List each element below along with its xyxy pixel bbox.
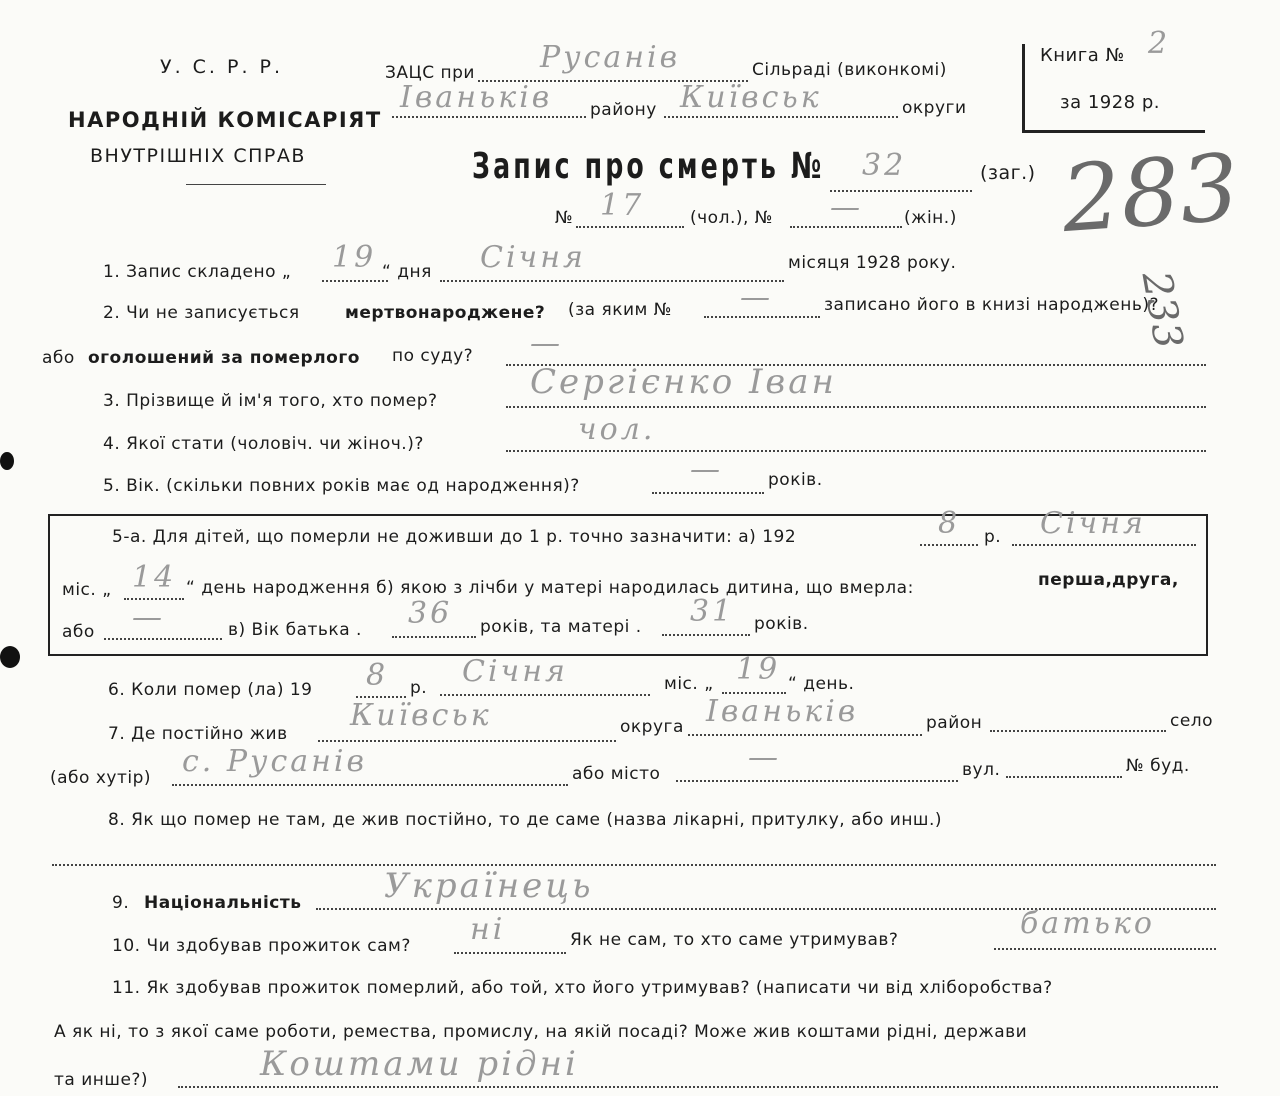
q5-suffix: років. bbox=[768, 470, 823, 490]
q8-line bbox=[52, 864, 1216, 866]
q7-rayon-label: район bbox=[926, 713, 983, 733]
q2-number-handwritten: — bbox=[740, 280, 773, 315]
q11-value-handwritten: Коштами рідні bbox=[260, 1044, 579, 1084]
q11-line bbox=[178, 1086, 1218, 1088]
okrug-line bbox=[664, 116, 898, 118]
ink-blot bbox=[0, 452, 14, 470]
q7-okrug-line bbox=[318, 740, 616, 742]
okrug-label: округи bbox=[902, 98, 967, 118]
q6-label: 6. Коли помер (ла) 19 bbox=[108, 680, 313, 700]
q5a-line3a: або bbox=[62, 622, 95, 642]
q5a-line3c: років, та матері . bbox=[480, 617, 642, 637]
male-number-prefix: № bbox=[555, 208, 574, 228]
q7-rayon-handwritten: Іваньків bbox=[706, 694, 859, 729]
book-label: Книга № bbox=[1040, 45, 1125, 66]
q7-okrug-label: округа bbox=[620, 717, 684, 737]
q5a-line2b: “ день народження б) якою з лічби у матері народилась дитина, що вмерла: bbox=[186, 578, 914, 598]
q7-bud-label: № буд. bbox=[1126, 756, 1190, 776]
q9-value-handwritten: Українець bbox=[384, 866, 594, 906]
okrug-handwritten: Київськ bbox=[680, 80, 822, 115]
q3-value-handwritten: Сергієнко Іван bbox=[530, 362, 837, 402]
female-number-line bbox=[790, 226, 902, 228]
q1-label: 1. Запис складено „ bbox=[103, 262, 292, 282]
commissariat-subtitle: ВНУТРІШНІХ СПРАВ bbox=[90, 145, 306, 167]
q5a-mother-handwritten: 31 bbox=[690, 594, 735, 629]
q10-who-line bbox=[994, 948, 1216, 950]
q2-suffix: записано його в книзі народжень)? bbox=[824, 295, 1160, 315]
republic-label: У. С. Р. Р. bbox=[160, 56, 284, 78]
q11-line3: та инше?) bbox=[54, 1070, 149, 1090]
q6-month-line bbox=[440, 694, 650, 696]
q5a-day-handwritten: 14 bbox=[132, 560, 177, 595]
village-handwritten: Русанів bbox=[540, 40, 681, 75]
q5a-line2a: міс. „ bbox=[62, 580, 112, 600]
q5a-month-handwritten: Січня bbox=[1040, 506, 1146, 541]
q5a-month-line bbox=[1012, 544, 1196, 546]
q7-okrug-handwritten: Київськ bbox=[350, 698, 492, 733]
q10-who-handwritten: батько bbox=[1020, 906, 1155, 941]
record-number-handwritten: 32 bbox=[862, 148, 907, 183]
q6-year-handwritten: 8 bbox=[366, 658, 389, 693]
q7-misto-line bbox=[676, 780, 958, 782]
q5a-year-handwritten: 8 bbox=[938, 506, 961, 541]
margin-number2-handwritten: 233 bbox=[1132, 268, 1192, 353]
q7-vul-line bbox=[1006, 776, 1122, 778]
q6-day-handwritten: 19 bbox=[736, 652, 781, 687]
district-handwritten: Іваньків bbox=[400, 80, 553, 115]
q9-label: 9. bbox=[112, 893, 130, 913]
divider bbox=[186, 184, 326, 185]
q6-mis: міс. „ bbox=[664, 674, 714, 694]
q7-selo-line bbox=[990, 730, 1166, 732]
q2-line2-prefix: або bbox=[42, 348, 75, 368]
q3-line bbox=[506, 406, 1206, 408]
village-suffix: Сільраді (виконкомі) bbox=[752, 60, 947, 80]
q7-vul-label: вул. bbox=[962, 760, 1001, 780]
q7-misto-label: або місто bbox=[572, 764, 661, 784]
q1-day-line bbox=[322, 280, 388, 282]
q2-line2-handwritten: — bbox=[530, 326, 563, 361]
district-label: району bbox=[590, 100, 657, 120]
zags-prefix: ЗАЦС при bbox=[385, 63, 475, 83]
q5a-second: друга, bbox=[1112, 570, 1179, 590]
q5a-year-line bbox=[920, 544, 978, 546]
q9-bold: Національність bbox=[144, 893, 302, 913]
q10-sam-handwritten: ні bbox=[470, 912, 506, 947]
q5a-first: перша, bbox=[1038, 570, 1113, 590]
q2-rest: (за яким № bbox=[568, 300, 672, 320]
book-year: за 1928 р. bbox=[1060, 92, 1161, 113]
q1-month-handwritten: Січня bbox=[480, 240, 586, 275]
q5-label: 5. Вік. (скільки повних років має од народження)? bbox=[103, 476, 580, 496]
q7-label: 7. Де постійно жив bbox=[108, 724, 288, 744]
q1-month-line bbox=[440, 280, 784, 282]
male-number-suffix: (чол.), № bbox=[690, 208, 773, 228]
q6-r: р. bbox=[410, 678, 428, 698]
q2-line2-bold: оголошений за померлого bbox=[88, 348, 360, 368]
q7-village-line bbox=[172, 784, 568, 786]
q5-line bbox=[652, 492, 764, 494]
female-number-handwritten: — bbox=[830, 190, 863, 225]
q3-label: 3. Прізвище й ім'я того, хто помер? bbox=[103, 391, 438, 411]
q2-line2-rest: по суду? bbox=[392, 346, 474, 366]
book-number-handwritten: 2 bbox=[1148, 26, 1171, 61]
margin-number-handwritten: 283 bbox=[1058, 133, 1243, 254]
q5a-line1: 5-а. Для дітей, що померли не доживши до 1 р. точно зазначити: а) 192 bbox=[112, 527, 797, 547]
q10-sam-line bbox=[454, 952, 566, 954]
q6-suffix: “ день. bbox=[788, 674, 855, 694]
page-title: Запис про смерть № bbox=[472, 146, 825, 187]
q2-number-line bbox=[704, 316, 820, 318]
q7-rayon-line bbox=[688, 734, 922, 736]
q7-khutir: (або хутір) bbox=[50, 768, 152, 788]
q5-value-handwritten: — bbox=[690, 452, 723, 487]
male-number-handwritten: 17 bbox=[600, 188, 645, 223]
q5a-r: р. bbox=[984, 527, 1002, 547]
female-number-suffix: (жін.) bbox=[904, 208, 957, 228]
ink-blot bbox=[0, 646, 20, 668]
q5a-or-handwritten: — bbox=[132, 600, 165, 635]
q2-label: 2. Чи не записується bbox=[103, 303, 300, 323]
q1-day-label: “ дня bbox=[382, 262, 432, 282]
q2-bold: мертвонароджене? bbox=[345, 303, 546, 323]
q1-day-handwritten: 19 bbox=[332, 240, 377, 275]
q5a-line3d: років. bbox=[754, 614, 809, 634]
q4-line bbox=[506, 450, 1206, 452]
q10-label: 10. Чи здобував прожиток сам? bbox=[112, 936, 411, 956]
district-line bbox=[392, 116, 586, 118]
q5a-line3b: в) Вік батька . bbox=[228, 620, 362, 640]
q7-misto-handwritten: — bbox=[748, 740, 781, 775]
q5a-or-line bbox=[104, 638, 222, 640]
record-suffix: (заг.) bbox=[980, 162, 1036, 184]
q7-selo-label: село bbox=[1170, 711, 1214, 731]
commissariat-title: НАРОДНІЙ КОМІСАРІЯТ bbox=[68, 108, 382, 132]
q5a-mother-line bbox=[662, 634, 750, 636]
q1-suffix: місяця 1928 року. bbox=[788, 253, 957, 273]
male-number-line bbox=[576, 226, 684, 228]
q7-village-handwritten: с. Русанів bbox=[182, 744, 367, 779]
q11-line2: А як ні, то з якої саме роботи, ремества, промислу, на якій посаді? Може жив коштами рідні, держави bbox=[54, 1022, 1028, 1042]
q11-line1: 11. Як здобував прожиток померлий, або той, хто його утримував? (написати чи від хліборобства? bbox=[112, 978, 1053, 998]
q4-value-handwritten: чол. bbox=[578, 412, 656, 447]
q4-label: 4. Якої стати (чоловіч. чи жіноч.)? bbox=[103, 434, 424, 454]
q8-label: 8. Як що помер не там, де жив постійно, то де саме (назва лікарні, притулку, або инш.) bbox=[108, 810, 943, 830]
q6-month-handwritten: Січня bbox=[462, 654, 568, 689]
q5a-father-line bbox=[392, 636, 476, 638]
q10-mid: Як не сам, то хто саме утримував? bbox=[570, 930, 899, 950]
q5a-father-handwritten: 36 bbox=[408, 596, 453, 631]
